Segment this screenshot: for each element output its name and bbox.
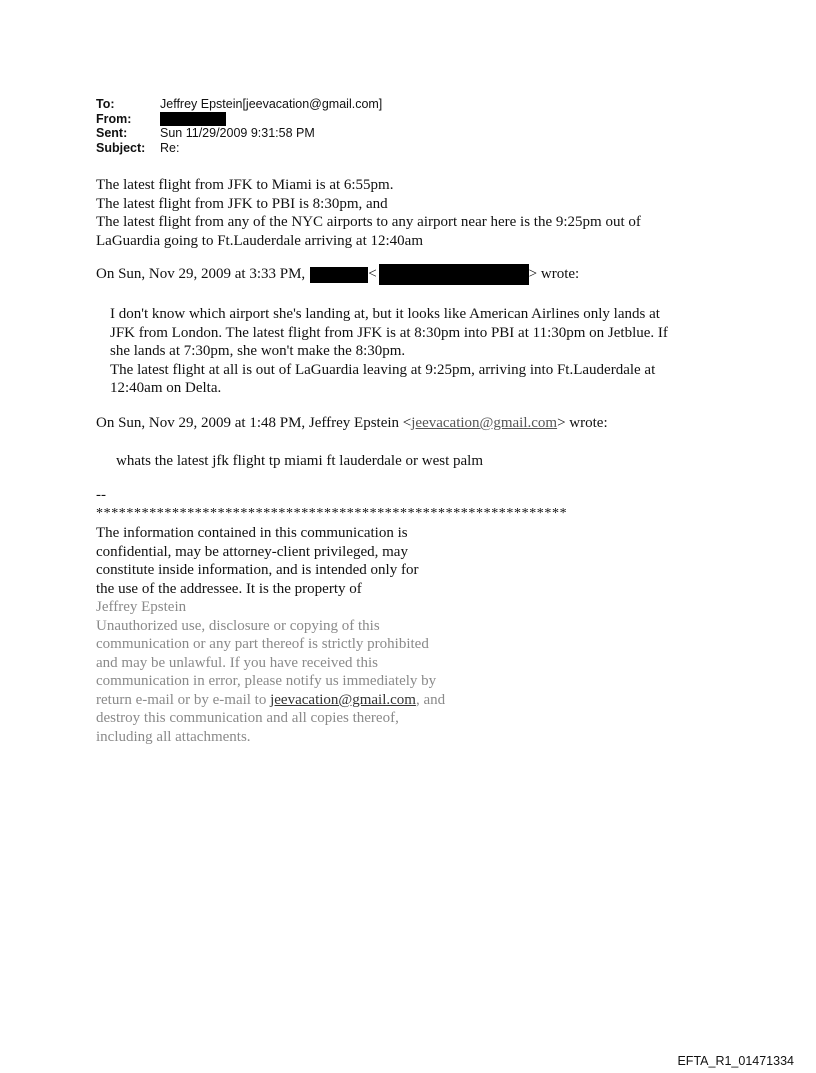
email-headers [96,97,382,155]
disclaimer-email-line [96,691,476,710]
quote1-body [110,305,730,398]
quote1-line: I don't know which airport she's landing at, but it looks like American Airlines only lands at [110,306,660,322]
quote2-body: whats the latest jfk flight tp miami ft lauderdale or west palm [116,453,483,469]
sent-value: Sun 11/29/2009 9:31:58 PM [160,126,315,140]
quote2-suffix: > wrote: [557,415,608,431]
disclaimer-grey-block [96,598,476,746]
subject-label: Subject: [96,140,146,155]
disclaimer-line: constitute inside information, and is intended only for [96,562,419,578]
disclaimer-grey-line: including all attachments. [96,728,251,745]
quote2-header [96,414,608,433]
disclaimer-grey-line: Jeffrey Epstein [96,599,187,615]
signature-separator [96,486,567,523]
disclaimer-email-link[interactable]: jeevacation@gmail.com [270,691,416,708]
signature-stars: ************************************************************** [96,505,568,521]
quote1-line: The latest flight at all is out of LaGuardia leaving at 9:25pm, arriving into Ft.Lauderdale at [110,361,656,378]
disclaimer-grey-line: Unauthorized use, disclosure or copying of this [96,617,380,634]
quote1-header [96,264,579,285]
redaction-sender-name [310,267,368,283]
quote2-prefix: On Sun, Nov 29, 2009 at 1:48 PM, Jeffrey Epstein < [96,415,412,431]
redaction-from [160,112,226,126]
disclaimer-grey-line: and may be unlawful. If you have received this [96,654,378,671]
body-line: LaGuardia going to Ft.Lauderdale arriving at 12:40am [96,232,423,249]
from-row [96,112,382,127]
disclaimer-line: The information contained in this communication is [96,525,408,541]
disclaimer-email-suffix: , and [415,691,446,708]
disclaimer-line: confidential, may be attorney-client privileged, may [96,543,408,560]
body-line: The latest flight from JFK to PBI is 8:30pm, and [96,195,388,212]
signature-dashes: -- [96,487,106,503]
disclaimer-email-prefix: return e-mail or by e-mail to [96,691,271,708]
to-row [96,97,382,112]
redaction-sender-email [379,264,529,285]
from-label: From: [96,111,132,126]
disclaimer-grey-line: destroy this communication and all copies thereof, [96,710,399,726]
subject-row [96,141,382,156]
sent-row [96,126,382,141]
sent-label: Sent: [96,126,128,140]
subject-value: Re: [160,140,180,155]
to-label: To: [96,97,115,111]
quote1-suffix: > wrote: [528,266,580,283]
quote1-line: 12:40am on Delta. [110,380,222,396]
confidentiality-disclaimer [96,524,476,746]
quote1-prefix: On Sun, Nov 29, 2009 at 3:33 PM, [96,266,306,283]
quote1-line: JFK from London. The latest flight from JFK is at 8:30pm into PBI at 11:30pm on Jetblue. If [110,324,668,341]
document-id-footer: EFTA_R1_01471334 [677,1054,794,1068]
message-body [96,176,736,250]
disclaimer-grey-line: communication in error, please notify us immediately by [96,673,437,689]
quote1-line: she lands at 7:30pm, she won't make the 8:30pm. [110,343,406,359]
to-value: Jeffrey Epstein[jeevacation@gmail.com] [160,97,383,111]
disclaimer-grey-line: communication or any part thereof is strictly prohibited [96,636,429,652]
body-line: The latest flight from any of the NYC airports to any airport near here is the 9:25pm out of [96,214,641,230]
quote2-email-link[interactable]: jeevacation@gmail.com [411,415,558,431]
body-line: The latest flight from JFK to Miami is at 6:55pm. [96,177,394,193]
quote1-lt: < [368,266,377,283]
disclaimer-line: the use of the addressee. It is the property of [96,580,362,597]
